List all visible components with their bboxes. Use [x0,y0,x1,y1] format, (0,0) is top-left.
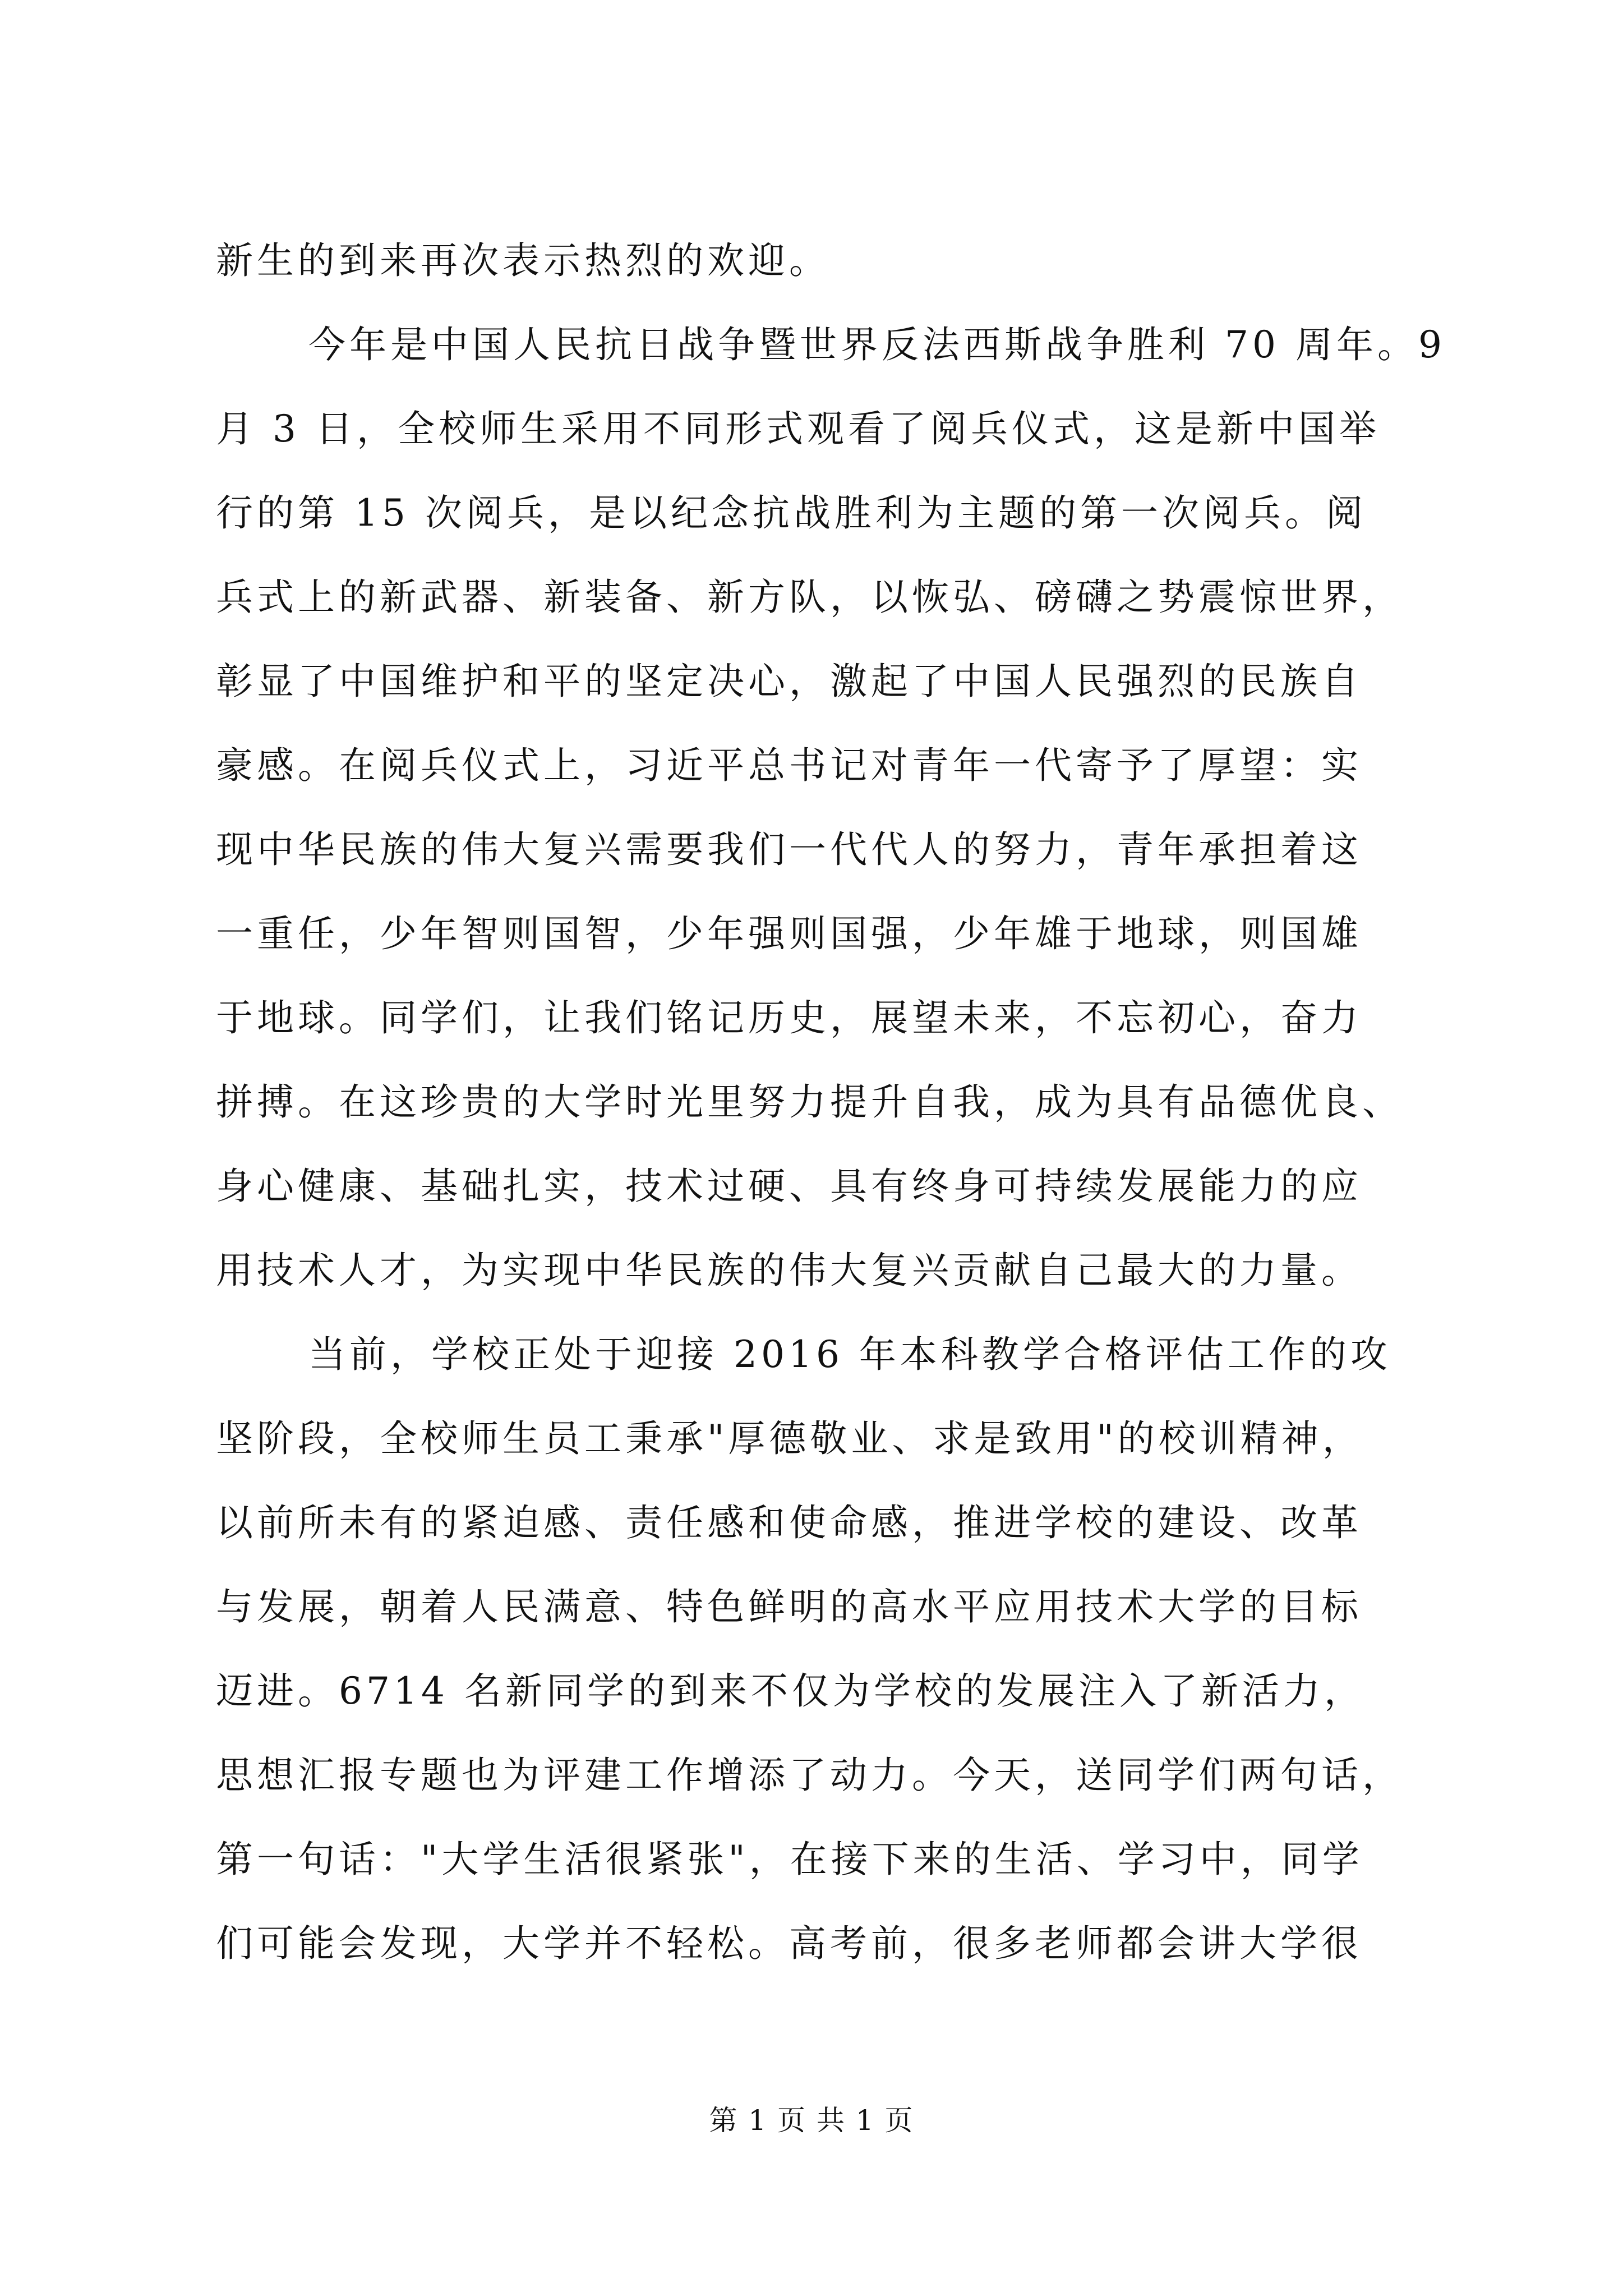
text-line-16: 以前所未有的紧迫感、责任感和使命感，推进学校的建设、改革 [216,1501,1362,1544]
text-line-14: 当前，学校正处于迎接 2016 年本科教学合格评估工作的攻 [308,1333,1391,1376]
text-line-12: 身心健康、基础扎实，技术过硬、具有终身可持续发展能力的应 [216,1165,1362,1208]
text-line-18: 迈进。6714 名新同学的到来不仅为学校的发展注入了新活力， [216,1669,1365,1713]
text-line-6: 彰显了中国维护和平的坚定决心，激起了中国人民强烈的民族自 [216,660,1362,703]
text-line-10: 于地球。同学们，让我们铭记历史，展望未来，不忘初心，奋力 [216,996,1362,1039]
text-line-8: 现中华民族的伟大复兴需要我们一代代人的努力，青年承担着这 [216,828,1362,871]
text-line-4: 行的第 15 次阅兵，是以纪念抗战胜利为主题的第一次阅兵。阅 [216,491,1367,535]
page-number-footer: 第 1 页 共 1 页 [709,2104,914,2137]
text-line-5: 兵式上的新武器、新装备、新方队，以恢弘、磅礴之势震惊世界， [216,576,1403,619]
text-line-9: 一重任，少年智则国智，少年强则国强，少年雄于地球，则国雄 [216,912,1362,955]
text-line-20: 第一句话："大学生活很紧张"，在接下来的生活、学习中，同学 [216,1838,1363,1881]
text-line-2: 今年是中国人民抗日战争暨世界反法西斯战争胜利 70 周年。9 [308,323,1446,366]
text-line-1: 新生的到来再次表示热烈的欢迎。 [216,239,830,282]
text-line-3: 月 3 日，全校师生采用不同形式观看了阅兵仪式，这是新中国举 [216,407,1380,450]
text-line-21: 们可能会发现，大学并不轻松。高考前，很多老师都会讲大学很 [216,1922,1362,1965]
text-line-19: 思想汇报专题也为评建工作增添了动力。今天，送同学们两句话， [216,1754,1403,1797]
text-line-11: 拼搏。在这珍贵的大学时光里努力提升自我，成为具有品德优良、 [216,1080,1403,1124]
text-line-13: 用技术人才，为实现中华民族的伟大复兴贡献自己最大的力量。 [216,1249,1362,1292]
text-line-7: 豪感。在阅兵仪式上，习近平总书记对青年一代寄予了厚望：实 [216,744,1362,787]
text-line-15: 坚阶段，全校师生员工秉承"厚德敬业、求是致用"的校训精神， [216,1417,1363,1460]
text-line-17: 与发展，朝着人民满意、特色鲜明的高水平应用技术大学的目标 [216,1585,1362,1628]
